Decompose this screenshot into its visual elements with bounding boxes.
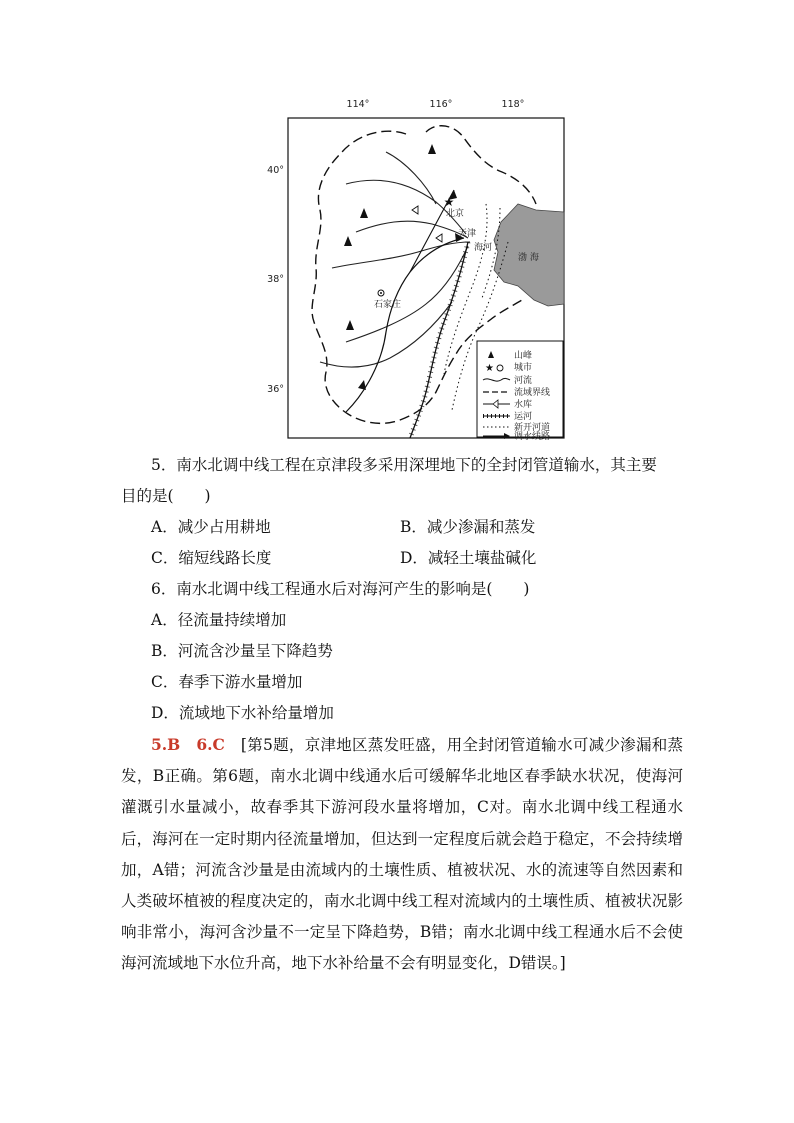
lat-label-38: 38° — [267, 274, 284, 285]
legend-label-boundary: 流域界线 — [514, 388, 551, 398]
lon-label-118: 118° — [501, 99, 525, 110]
legend-label-peak: 山峰 — [514, 351, 533, 361]
q6-stem: 6．南水北调中线工程通水后对海河产生的影响是( ) — [151, 580, 530, 598]
q6-option-c: C．春季下游水量增加 — [151, 673, 303, 691]
legend-label-new-channel: 新开河道 — [514, 423, 551, 433]
map-svg — [267, 92, 566, 442]
answer-explanation: [第5题，京津地区蒸发旺盛，用全封闭管道输水可减少渗漏和蒸发，B正确。第6题，南水北调中线通水后可缓解华北地区春季缺水状况，使海河灌溉引水量减小，故春季其下游河段水量将增加，C对。南水北调中线工程通水后，海河在一定时期内径流量增加，但达到一定程度后就会趋于稳定，不会持续增加，A错；河流含沙量是由流域内的土壤性质、植被状况、水的流速等自然因素和人类破坏植被的程度决定的，南水北调中线工程对流域内的土壤性质、植被状况影响非常小，海河含沙量不一定呈下降趋势，B错；南水北调中线工程通水后不会使海河流域地下水位升高，地下水补给量不会有明显变化，D错误。] — [121, 736, 683, 973]
q5-option-a: A．减少占用耕地 — [151, 518, 271, 536]
answer-paragraph — [121, 729, 683, 980]
legend-label-river: 河流 — [514, 376, 533, 386]
city-tianjin: 天津 — [458, 229, 477, 239]
legend-label-canal: 运河 — [514, 412, 533, 422]
legend-label-reservoir: 水库 — [514, 400, 533, 410]
lat-label-36: 36° — [267, 384, 284, 395]
legend-label-transfer: 调水线路 — [514, 432, 551, 442]
answer-key: 5.B 6.C — [151, 735, 225, 754]
lon-label-116: 116° — [429, 99, 453, 110]
star-icon: ★ — [443, 195, 455, 209]
q6-option-a: A．径流量持续增加 — [151, 611, 287, 629]
q5-stem-line2: 目的是( ) — [121, 487, 211, 505]
q6-option-b: B．河流含沙量呈下降趋势 — [151, 642, 333, 660]
city-shijiazhuang: 石家庄 — [374, 300, 402, 310]
legend-star-symbol: ★ — [485, 363, 494, 374]
lon-label-114: 114° — [346, 99, 370, 110]
q5-stem-line1: 5．南水北调中线工程在京津段多采用深埋地下的全封闭管道输水，其主要 — [151, 456, 657, 474]
city-beijing: 北京 — [446, 209, 465, 219]
lat-label-40: 40° — [267, 165, 284, 176]
sea-label: 渤 海 — [518, 253, 539, 263]
q5-option-b: B．减少渗漏和蒸发 — [400, 518, 536, 536]
q6-option-d: D．流域地下水补给量增加 — [151, 704, 334, 722]
legend-label-city: 城市 — [514, 363, 533, 373]
city-dot — [380, 292, 382, 294]
haihe-basin-map — [267, 92, 566, 442]
river-label-haihe: 海河 — [474, 243, 493, 253]
q5-option-c: C．缩短线路长度 — [151, 549, 272, 567]
q5-option-d: D．减轻土壤盐碱化 — [400, 549, 537, 567]
